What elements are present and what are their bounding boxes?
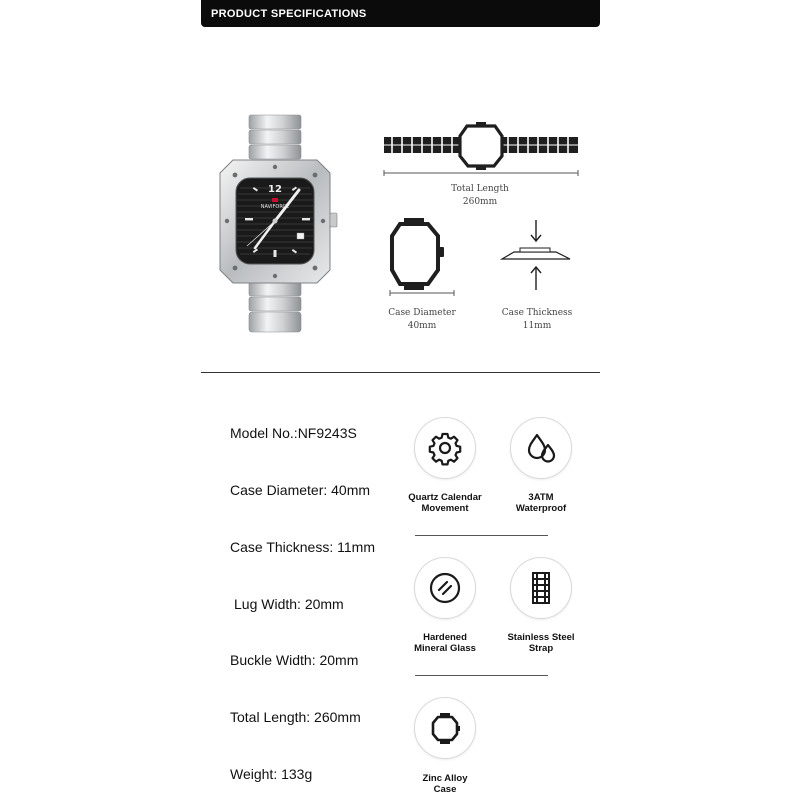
svg-text:12: 12 [268,184,282,195]
feature-divider-1 [415,535,548,536]
strap-icon [523,570,559,606]
feature-divider-2 [415,675,548,676]
feature-strap-label: Stainless Steel Strap [507,632,575,654]
spec-total-length: Total Length: 260mm [230,709,361,725]
case-diameter-diagram [390,218,454,296]
spec-model-number: Model No.:NF9243S [230,425,357,441]
feature-waterproof-label: 3ATM Waterproof [515,492,567,514]
feature-waterproof [510,417,572,479]
feature-movement-label: Quartz Calendar Movement [408,492,482,514]
water-drops-icon [523,430,559,466]
total-length-value: 260mm [462,197,498,207]
spec-case-diameter: Case Diameter: 40mm [230,482,371,498]
feature-glass [414,557,476,619]
gear-icon [427,430,463,466]
total-length-caption [430,183,530,209]
spec-buckle-width: Buckle Width: 20mm [230,652,359,668]
watch-photo [205,110,345,340]
feature-strap [510,557,572,619]
page-title: PRODUCT SPECIFICATIONS [211,8,367,20]
case-thickness-caption [487,307,587,333]
total-length-label: Total Length [451,184,509,194]
dimension-diagram [370,110,600,340]
spec-lug-width: Lug Width: 20mm [234,596,344,612]
header-bar [201,0,600,27]
case-thickness-value: 11mm [522,321,552,331]
spec-case-thickness: Case Thickness: 11mm [230,539,375,555]
feature-glass-label: Hardened Mineral Glass [414,632,476,654]
case-diameter-value: 40mm [407,321,437,331]
case-icon [426,709,464,747]
feature-case-label: Zinc Alloy Case [422,773,468,795]
case-thickness-label: Case Thickness [501,308,573,318]
brand-logo-text: NAVIFORCE [260,204,290,210]
case-diameter-label: Case Diameter [388,308,456,318]
feature-case [414,697,476,759]
spec-weight: Weight: 133g [230,766,313,782]
case-diameter-caption [372,307,472,333]
strap-diagram [384,122,578,176]
feature-movement [414,417,476,479]
case-thickness-diagram [502,220,570,290]
glass-icon [427,570,463,606]
section-divider [201,372,600,373]
